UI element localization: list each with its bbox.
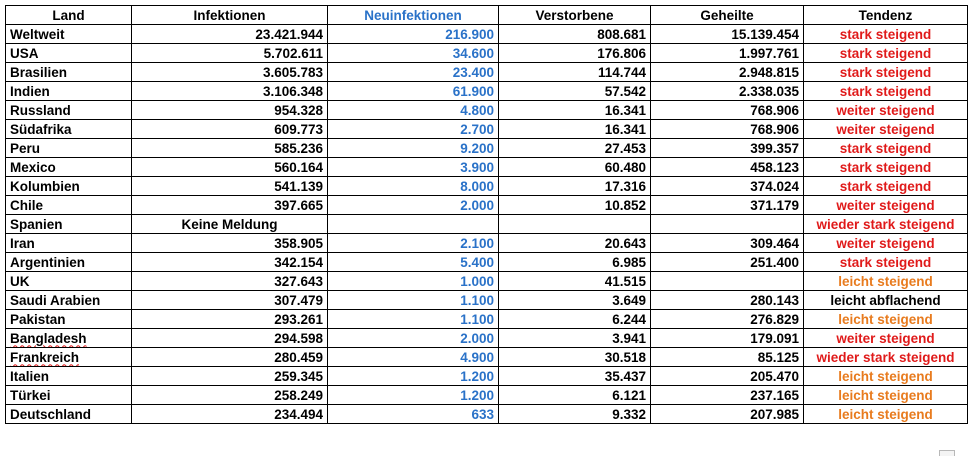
cell-tendenz[interactable]: leicht steigend xyxy=(804,386,968,405)
table-row xyxy=(6,215,968,234)
cell-verstorbene[interactable]: 27.453 xyxy=(499,139,651,158)
cell-infektionen[interactable]: Keine Meldung xyxy=(132,215,328,234)
cell-infektionen[interactable]: 307.479 xyxy=(132,291,328,310)
cell-neuinfektionen[interactable]: 1.100 xyxy=(328,291,499,310)
table-body xyxy=(6,25,968,424)
cell-verstorbene[interactable]: 176.806 xyxy=(499,44,651,63)
cell-land[interactable]: Saudi Arabien xyxy=(6,291,132,310)
table-row xyxy=(6,329,968,348)
cell-verstorbene[interactable]: 6.121 xyxy=(499,386,651,405)
table-row xyxy=(6,234,968,253)
table-row xyxy=(6,291,968,310)
cell-infektionen[interactable]: 280.459 xyxy=(132,348,328,367)
cell-geheilte[interactable] xyxy=(651,215,804,234)
cell-tendenz[interactable]: stark steigend xyxy=(804,44,968,63)
cell-tendenz[interactable]: wieder stark steigend xyxy=(804,348,968,367)
cell-infektionen[interactable]: 397.665 xyxy=(132,196,328,215)
cell-land[interactable]: Mexico xyxy=(6,158,132,177)
table-row xyxy=(6,101,968,120)
cell-geheilte[interactable]: 768.906 xyxy=(651,120,804,139)
table-row xyxy=(6,367,968,386)
cell-land[interactable]: Brasilien xyxy=(6,63,132,82)
cell-geheilte[interactable]: 280.143 xyxy=(651,291,804,310)
cell-tendenz[interactable]: stark steigend xyxy=(804,139,968,158)
cell-geheilte[interactable]: 309.464 xyxy=(651,234,804,253)
cell-tendenz[interactable]: stark steigend xyxy=(804,82,968,101)
cell-verstorbene[interactable]: 30.518 xyxy=(499,348,651,367)
cell-neuinfektionen[interactable]: 633 xyxy=(328,405,499,424)
table-row xyxy=(6,120,968,139)
table-row xyxy=(6,348,968,367)
cell-infektionen[interactable]: 954.328 xyxy=(132,101,328,120)
cell-tendenz[interactable]: leicht abflachend xyxy=(804,291,968,310)
cell-land[interactable]: USA xyxy=(6,44,132,63)
cell-infektionen[interactable]: 234.494 xyxy=(132,405,328,424)
cell-land[interactable]: Russland xyxy=(6,101,132,120)
cell-geheilte[interactable]: 458.123 xyxy=(651,158,804,177)
cell-verstorbene[interactable]: 60.480 xyxy=(499,158,651,177)
table-row xyxy=(6,386,968,405)
header-tendenz[interactable]: Tendenz xyxy=(804,6,968,25)
cell-land[interactable]: Italien xyxy=(6,367,132,386)
cell-neuinfektionen[interactable]: 1.100 xyxy=(328,310,499,329)
cell-land[interactable]: Peru xyxy=(6,139,132,158)
cell-infektionen[interactable]: 293.261 xyxy=(132,310,328,329)
cell-infektionen[interactable]: 259.345 xyxy=(132,367,328,386)
cell-geheilte[interactable]: 374.024 xyxy=(651,177,804,196)
cell-verstorbene[interactable]: 3.649 xyxy=(499,291,651,310)
cell-infektionen[interactable]: 3.106.348 xyxy=(132,82,328,101)
cell-land[interactable]: Pakistan xyxy=(6,310,132,329)
cell-neuinfektionen[interactable]: 23.400 xyxy=(328,63,499,82)
table-row xyxy=(6,82,968,101)
cell-tendenz[interactable]: weiter steigend xyxy=(804,120,968,139)
table-row xyxy=(6,196,968,215)
cell-land[interactable]: Türkei xyxy=(6,386,132,405)
cell-verstorbene[interactable]: 57.542 xyxy=(499,82,651,101)
table-row xyxy=(6,158,968,177)
cell-geheilte[interactable]: 276.829 xyxy=(651,310,804,329)
cell-neuinfektionen[interactable]: 8.000 xyxy=(328,177,499,196)
header-geheilte[interactable]: Geheilte xyxy=(651,6,804,25)
cell-infektionen[interactable]: 258.249 xyxy=(132,386,328,405)
cell-verstorbene[interactable] xyxy=(499,215,651,234)
table-row xyxy=(6,44,968,63)
cell-infektionen[interactable]: 23.421.944 xyxy=(132,25,328,44)
cell-verstorbene[interactable]: 114.744 xyxy=(499,63,651,82)
cell-verstorbene[interactable]: 6.985 xyxy=(499,253,651,272)
cell-geheilte[interactable]: 1.997.761 xyxy=(651,44,804,63)
cell-neuinfektionen[interactable]: 2.000 xyxy=(328,196,499,215)
cell-tendenz[interactable]: wieder stark steigend xyxy=(804,215,968,234)
cell-verstorbene[interactable]: 6.244 xyxy=(499,310,651,329)
cell-geheilte[interactable]: 768.906 xyxy=(651,101,804,120)
table-row xyxy=(6,272,968,291)
cell-infektionen[interactable]: 294.598 xyxy=(132,329,328,348)
cell-verstorbene[interactable]: 16.341 xyxy=(499,101,651,120)
cell-verstorbene[interactable]: 16.341 xyxy=(499,120,651,139)
cell-geheilte[interactable]: 207.985 xyxy=(651,405,804,424)
cell-geheilte[interactable]: 371.179 xyxy=(651,196,804,215)
cell-geheilte[interactable]: 205.470 xyxy=(651,367,804,386)
cell-infektionen[interactable]: 358.905 xyxy=(132,234,328,253)
cell-geheilte[interactable]: 2.338.035 xyxy=(651,82,804,101)
cell-neuinfektionen[interactable]: 34.600 xyxy=(328,44,499,63)
header-infektionen[interactable]: Infektionen xyxy=(132,6,328,25)
cell-neuinfektionen[interactable]: 3.900 xyxy=(328,158,499,177)
cell-geheilte[interactable]: 85.125 xyxy=(651,348,804,367)
cell-verstorbene[interactable]: 17.316 xyxy=(499,177,651,196)
cell-neuinfektionen[interactable]: 2.700 xyxy=(328,120,499,139)
cell-tendenz[interactable]: weiter steigend xyxy=(804,234,968,253)
table-row xyxy=(6,177,968,196)
cell-land[interactable]: Weltweit xyxy=(6,25,132,44)
table-row xyxy=(6,63,968,82)
cell-geheilte[interactable] xyxy=(651,272,804,291)
cell-verstorbene[interactable]: 9.332 xyxy=(499,405,651,424)
cell-land[interactable]: Kolumbien xyxy=(6,177,132,196)
cell-tendenz[interactable]: leicht steigend xyxy=(804,405,968,424)
cell-geheilte[interactable]: 237.165 xyxy=(651,386,804,405)
cell-neuinfektionen[interactable]: 5.400 xyxy=(328,253,499,272)
cell-land[interactable]: Spanien xyxy=(6,215,132,234)
cell-infektionen[interactable]: 5.702.611 xyxy=(132,44,328,63)
cell-neuinfektionen[interactable]: 4.800 xyxy=(328,101,499,120)
cell-tendenz[interactable]: leicht steigend xyxy=(804,272,968,291)
table-row xyxy=(6,405,968,424)
cell-neuinfektionen[interactable]: 1.200 xyxy=(328,367,499,386)
cell-neuinfektionen[interactable] xyxy=(328,215,499,234)
cell-neuinfektionen[interactable]: 1.000 xyxy=(328,272,499,291)
cell-tendenz[interactable]: stark steigend xyxy=(804,253,968,272)
cell-infektionen[interactable]: 327.643 xyxy=(132,272,328,291)
spellcheck-flagged-text: Frankreich xyxy=(10,349,80,365)
header-land[interactable]: Land xyxy=(6,6,132,25)
cell-neuinfektionen[interactable]: 9.200 xyxy=(328,139,499,158)
cell-verstorbene[interactable]: 3.941 xyxy=(499,329,651,348)
table-row xyxy=(6,139,968,158)
cell-neuinfektionen[interactable]: 61.900 xyxy=(328,82,499,101)
cell-land[interactable] xyxy=(6,348,132,367)
cell-land[interactable]: Iran xyxy=(6,234,132,253)
cell-tendenz[interactable]: weiter steigend xyxy=(804,329,968,348)
cell-land[interactable]: Deutschland xyxy=(6,405,132,424)
header-verstorbene[interactable]: Verstorbene xyxy=(499,6,651,25)
cell-geheilte[interactable]: 179.091 xyxy=(651,329,804,348)
header-row xyxy=(6,6,968,25)
cell-tendenz[interactable]: weiter steigend xyxy=(804,101,968,120)
cell-tendenz[interactable]: leicht steigend xyxy=(804,310,968,329)
cell-infektionen[interactable]: 342.154 xyxy=(132,253,328,272)
cell-neuinfektionen[interactable]: 216.900 xyxy=(328,25,499,44)
cell-neuinfektionen[interactable]: 2.100 xyxy=(328,234,499,253)
header-neuinfektionen[interactable]: Neuinfektionen xyxy=(328,6,499,25)
cell-infektionen[interactable]: 585.236 xyxy=(132,139,328,158)
cell-verstorbene[interactable]: 808.681 xyxy=(499,25,651,44)
cell-geheilte[interactable]: 251.400 xyxy=(651,253,804,272)
cell-geheilte[interactable]: 2.948.815 xyxy=(651,63,804,82)
cell-tendenz[interactable]: stark steigend xyxy=(804,177,968,196)
cell-geheilte[interactable]: 399.357 xyxy=(651,139,804,158)
table-row xyxy=(6,25,968,44)
cell-neuinfektionen[interactable]: 1.200 xyxy=(328,386,499,405)
cell-land[interactable]: Argentinien xyxy=(6,253,132,272)
cell-infektionen[interactable]: 560.164 xyxy=(132,158,328,177)
table-row xyxy=(6,253,968,272)
spellcheck-flagged-text: Bangladesh xyxy=(10,330,87,346)
cell-tendenz[interactable]: weiter steigend xyxy=(804,196,968,215)
cell-infektionen[interactable]: 541.139 xyxy=(132,177,328,196)
table-row xyxy=(6,310,968,329)
cell-tendenz[interactable]: stark steigend xyxy=(804,63,968,82)
autofill-handle[interactable] xyxy=(939,450,955,456)
cell-verstorbene[interactable]: 20.643 xyxy=(499,234,651,253)
cell-verstorbene[interactable]: 41.515 xyxy=(499,272,651,291)
cell-infektionen[interactable]: 3.605.783 xyxy=(132,63,328,82)
cell-tendenz[interactable]: stark steigend xyxy=(804,25,968,44)
cell-tendenz[interactable]: leicht steigend xyxy=(804,367,968,386)
cell-verstorbene[interactable]: 10.852 xyxy=(499,196,651,215)
cell-geheilte[interactable]: 15.139.454 xyxy=(651,25,804,44)
cell-infektionen[interactable]: 609.773 xyxy=(132,120,328,139)
cell-land[interactable] xyxy=(6,329,132,348)
covid-statistics-table xyxy=(5,5,968,424)
cell-land[interactable]: UK xyxy=(6,272,132,291)
cell-tendenz[interactable]: stark steigend xyxy=(804,158,968,177)
cell-neuinfektionen[interactable]: 2.000 xyxy=(328,329,499,348)
cell-land[interactable]: Indien xyxy=(6,82,132,101)
cell-land[interactable]: Südafrika xyxy=(6,120,132,139)
cell-neuinfektionen[interactable]: 4.900 xyxy=(328,348,499,367)
cell-verstorbene[interactable]: 35.437 xyxy=(499,367,651,386)
cell-land[interactable]: Chile xyxy=(6,196,132,215)
